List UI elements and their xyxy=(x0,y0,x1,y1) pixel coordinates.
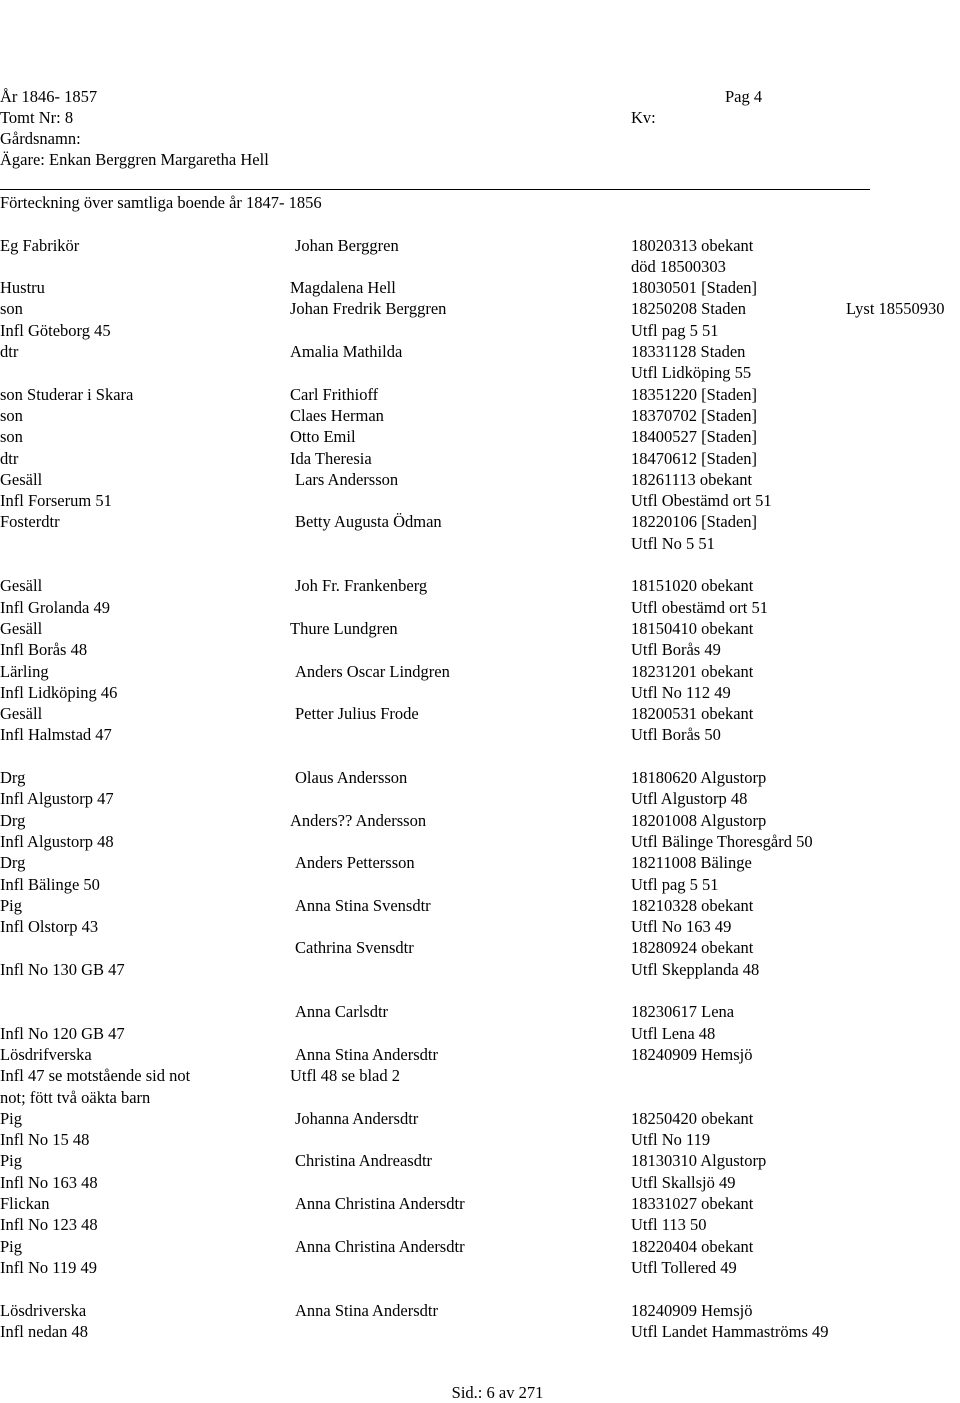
role-note: Flickan xyxy=(0,1194,50,1213)
birth-move-info: Utfl Tollered 49 xyxy=(631,1257,737,1277)
birth-move-info: 18030501 [Staden] xyxy=(631,278,758,298)
birth-move-info: 18370702 [Staden] xyxy=(631,405,758,425)
register-row xyxy=(0,341,960,362)
role-note: Infl Bälinge 50 xyxy=(0,874,100,894)
person-name: Olaus Andersson xyxy=(295,768,408,787)
register-row xyxy=(0,1023,960,1044)
register-row xyxy=(0,362,960,383)
role-note: Infl Algustorp 48 xyxy=(0,831,114,851)
birth-move-info: Utfl Borås 49 xyxy=(631,640,721,660)
register-row xyxy=(0,405,960,426)
role-note: Infl No 163 48 xyxy=(0,1172,98,1192)
person-name: Claes Herman xyxy=(290,405,384,425)
register-row xyxy=(0,746,960,767)
person-name: Anders Pettersson xyxy=(295,853,415,873)
person-name: Johan Berggren xyxy=(295,235,399,255)
role-note: Infl Lidköping 46 xyxy=(0,682,118,702)
register-row xyxy=(0,1129,960,1150)
register-row xyxy=(0,597,960,618)
register-heading: Förteckning över samtliga boende år 1847- 1856 xyxy=(0,193,322,212)
birth-move-info: Utfl Skallsjö 49 xyxy=(631,1172,736,1192)
person-name: Thure Lundgren xyxy=(290,618,398,638)
register-row xyxy=(0,959,960,980)
register-row xyxy=(0,639,960,660)
register-row xyxy=(0,618,960,639)
person-name: Lars Andersson xyxy=(295,469,399,489)
register-row xyxy=(0,320,960,341)
birth-move-info: Utfl Algustorp 48 xyxy=(631,789,748,809)
register-row xyxy=(0,916,960,937)
register-row xyxy=(0,682,960,703)
role-note: Infl No 15 48 xyxy=(0,1130,90,1150)
role-note: Infl Forserum 51 xyxy=(0,491,112,511)
person-name: Johanna Andersdtr xyxy=(295,1108,419,1128)
register-row xyxy=(0,1001,960,1022)
birth-move-info: 18151020 obekant xyxy=(631,576,754,596)
register-row xyxy=(0,1278,960,1299)
register-row xyxy=(0,1150,960,1171)
role-note: Gesäll xyxy=(0,704,43,724)
person-name: Johan Fredrik Berggren xyxy=(290,299,447,319)
person-name: Anna Carlsdtr xyxy=(295,1002,389,1022)
role-note: Infl Algustorp 47 xyxy=(0,789,114,809)
birth-move-info: Utfl No 119 xyxy=(631,1130,711,1150)
register-row xyxy=(0,554,960,575)
role-note: Infl Halmstad 47 xyxy=(0,725,112,745)
year-range: År 1846- 1857 xyxy=(0,87,98,106)
person-name: Ida Theresia xyxy=(290,448,372,468)
register-row xyxy=(0,533,960,554)
birth-move-info: 18331128 Staden xyxy=(631,342,746,361)
register-row xyxy=(0,575,960,596)
role-note: Infl Borås 48 xyxy=(0,640,88,660)
extra-note: Lyst 18550930 xyxy=(846,299,945,319)
birth-move-info: död 18500303 xyxy=(631,256,726,276)
register-row xyxy=(0,703,960,724)
role-note: Gesäll xyxy=(0,618,43,638)
register-row xyxy=(0,511,960,532)
register-row xyxy=(0,298,960,319)
register-row xyxy=(0,1108,960,1129)
register-row xyxy=(0,788,960,809)
person-name: Christina Andreasdtr xyxy=(295,1151,433,1171)
person-name: Petter Julius Frode xyxy=(295,704,419,724)
birth-move-info: Utfl Bälinge Thoresgård 50 xyxy=(631,831,813,851)
birth-move-info: Utfl Skepplanda 48 xyxy=(631,959,760,979)
divider-line xyxy=(0,189,870,190)
role-note: Infl No 119 49 xyxy=(0,1257,98,1277)
person-name: Anna Christina Andersdtr xyxy=(295,1236,465,1256)
tomt-number: Tomt Nr: 8 xyxy=(0,108,74,127)
register-row xyxy=(0,1087,960,1108)
person-name: Utfl 48 se blad 2 xyxy=(290,1066,400,1086)
document-title: Husförhörslängd AI:12 Alingsås Stadsförsamling 1847-1856 xyxy=(279,4,681,23)
role-note: son Studerar i Skara xyxy=(0,384,134,404)
birth-move-info: 18211008 Bälinge xyxy=(631,853,752,873)
birth-move-info: 18150410 obekant xyxy=(631,618,754,638)
register-row xyxy=(0,384,960,405)
register-row xyxy=(0,1321,960,1342)
birth-move-info: 18200531 obekant xyxy=(631,704,754,724)
role-note: Pig xyxy=(0,1108,23,1128)
role-note: Infl nedan 48 xyxy=(0,1321,88,1341)
role-note: Lärling xyxy=(0,661,49,681)
role-note: Infl No 120 GB 47 xyxy=(0,1023,125,1043)
role-note: Infl Grolanda 49 xyxy=(0,597,110,617)
birth-move-info: 18400527 [Staden] xyxy=(631,427,758,447)
role-note: not; fött två oäkta barn xyxy=(0,1087,151,1107)
birth-move-info: 18130310 Algustorp xyxy=(631,1151,767,1171)
register-row xyxy=(0,980,960,1001)
role-note: son xyxy=(0,405,23,425)
person-name: Anna Christina Andersdtr xyxy=(295,1194,465,1213)
role-note: Drg xyxy=(0,810,26,830)
register-row xyxy=(0,277,960,298)
register-row xyxy=(0,767,960,788)
register-row xyxy=(0,724,960,745)
role-note: Pig xyxy=(0,1236,23,1256)
register-row xyxy=(0,448,960,469)
person-name: Magdalena Hell xyxy=(290,278,396,298)
role-note: Pig xyxy=(0,1151,23,1171)
register-row xyxy=(0,1044,960,1065)
birth-move-info: 18220106 [Staden] xyxy=(631,512,758,532)
register-row xyxy=(0,235,960,256)
register-row xyxy=(0,1214,960,1235)
birth-move-info: 18331027 obekant xyxy=(631,1194,754,1213)
role-note: dtr xyxy=(0,448,19,468)
birth-move-info: Utfl Obestämd ort 51 xyxy=(631,491,772,511)
birth-move-info: 18020313 obekant xyxy=(631,235,754,255)
register-row xyxy=(0,1300,960,1321)
register-row xyxy=(0,937,960,958)
birth-move-info: 18240909 Hemsjö xyxy=(631,1300,753,1320)
person-name: Anna Stina Andersdtr xyxy=(295,1300,438,1320)
register-row xyxy=(0,426,960,447)
birth-move-info: Utfl obestämd ort 51 xyxy=(631,597,769,617)
birth-move-info: 18230617 Lena xyxy=(631,1002,735,1022)
birth-move-info: Utfl pag 5 51 xyxy=(631,320,719,340)
kv-label: Kv: xyxy=(631,108,656,127)
role-note: Lösdrifverska xyxy=(0,1044,92,1064)
person-name: Otto Emil xyxy=(290,427,356,447)
register-row xyxy=(0,1193,960,1214)
register-row xyxy=(0,1257,960,1278)
register-row xyxy=(0,852,960,873)
register-row xyxy=(0,1065,960,1086)
role-note: Eg Fabrikör xyxy=(0,235,80,255)
role-note: Drg xyxy=(0,768,26,787)
role-note: Hustru xyxy=(0,278,45,298)
birth-move-info: 18280924 obekant xyxy=(631,938,754,958)
birth-move-info: 18210328 obekant xyxy=(631,895,754,915)
page-label: Pag 4 xyxy=(725,87,763,106)
role-note: Lösdriverska xyxy=(0,1300,87,1320)
birth-move-info: Utfl Lena 48 xyxy=(631,1023,716,1043)
birth-move-info: 18470612 [Staden] xyxy=(631,448,758,468)
role-note: Fosterdtr xyxy=(0,512,60,532)
role-note: Gesäll xyxy=(0,469,43,489)
birth-move-info: Utfl pag 5 51 xyxy=(631,874,719,894)
birth-move-info: 18201008 Algustorp xyxy=(631,810,767,830)
birth-move-info: Utfl 113 50 xyxy=(631,1215,707,1235)
role-note: son xyxy=(0,427,23,447)
role-note: Gesäll xyxy=(0,576,43,596)
person-name: Joh Fr. Frankenberg xyxy=(295,576,428,596)
register-row xyxy=(0,895,960,916)
register-row xyxy=(0,1236,960,1257)
person-name: Anna Stina Svensdtr xyxy=(295,895,431,915)
birth-move-info: 18220404 obekant xyxy=(631,1236,754,1256)
register-row xyxy=(0,874,960,895)
register-row xyxy=(0,831,960,852)
page-indicator: Sid.: 6 av 271 xyxy=(451,1383,544,1402)
role-note: Infl No 123 48 xyxy=(0,1215,98,1235)
owner-line: Ägare: Enkan Berggren Margaretha Hell xyxy=(0,150,269,169)
person-name: Amalia Mathilda xyxy=(290,342,403,361)
person-name: Cathrina Svensdtr xyxy=(295,938,414,958)
birth-move-info: Utfl Borås 50 xyxy=(631,725,721,745)
birth-move-info: 18240909 Hemsjö xyxy=(631,1044,753,1064)
register-row xyxy=(0,1172,960,1193)
person-name: Anna Stina Andersdtr xyxy=(295,1044,438,1064)
register-row xyxy=(0,810,960,831)
birth-move-info: Utfl Lidköping 55 xyxy=(631,363,752,383)
birth-move-info: 18261113 obekant xyxy=(631,469,753,489)
birth-move-info: 18351220 [Staden] xyxy=(631,384,758,404)
role-note: dtr xyxy=(0,342,19,361)
role-note: Pig xyxy=(0,895,23,915)
birth-move-info: Utfl Landet Hammaströms 49 xyxy=(631,1321,829,1341)
role-note: Infl No 130 GB 47 xyxy=(0,959,125,979)
birth-move-info: 18231201 obekant xyxy=(631,661,754,681)
role-note: son xyxy=(0,299,23,319)
birth-move-info: 18180620 Algustorp xyxy=(631,768,767,787)
birth-move-info: 18250420 obekant xyxy=(631,1108,754,1128)
person-name: Anders Oscar Lindgren xyxy=(295,661,450,681)
register-row xyxy=(0,256,960,277)
gardsnamn-label: Gårdsnamn: xyxy=(0,129,81,148)
birth-move-info: 18250208 Staden xyxy=(631,299,747,319)
role-note: Drg xyxy=(0,853,26,873)
person-name: Carl Frithioff xyxy=(290,384,379,404)
role-note: Infl Göteborg 45 xyxy=(0,320,111,340)
role-note: Infl 47 se motstående sid not xyxy=(0,1066,191,1086)
birth-move-info: Utfl No 112 49 xyxy=(631,682,731,702)
person-name: Anders?? Andersson xyxy=(290,810,427,830)
role-note: Infl Olstorp 43 xyxy=(0,917,99,937)
register-row xyxy=(0,661,960,682)
register-row xyxy=(0,469,960,490)
birth-move-info: Utfl No 163 49 xyxy=(631,917,732,937)
person-name: Betty Augusta Ödman xyxy=(295,512,442,532)
birth-move-info: Utfl No 5 51 xyxy=(631,533,715,553)
register-row xyxy=(0,490,960,511)
